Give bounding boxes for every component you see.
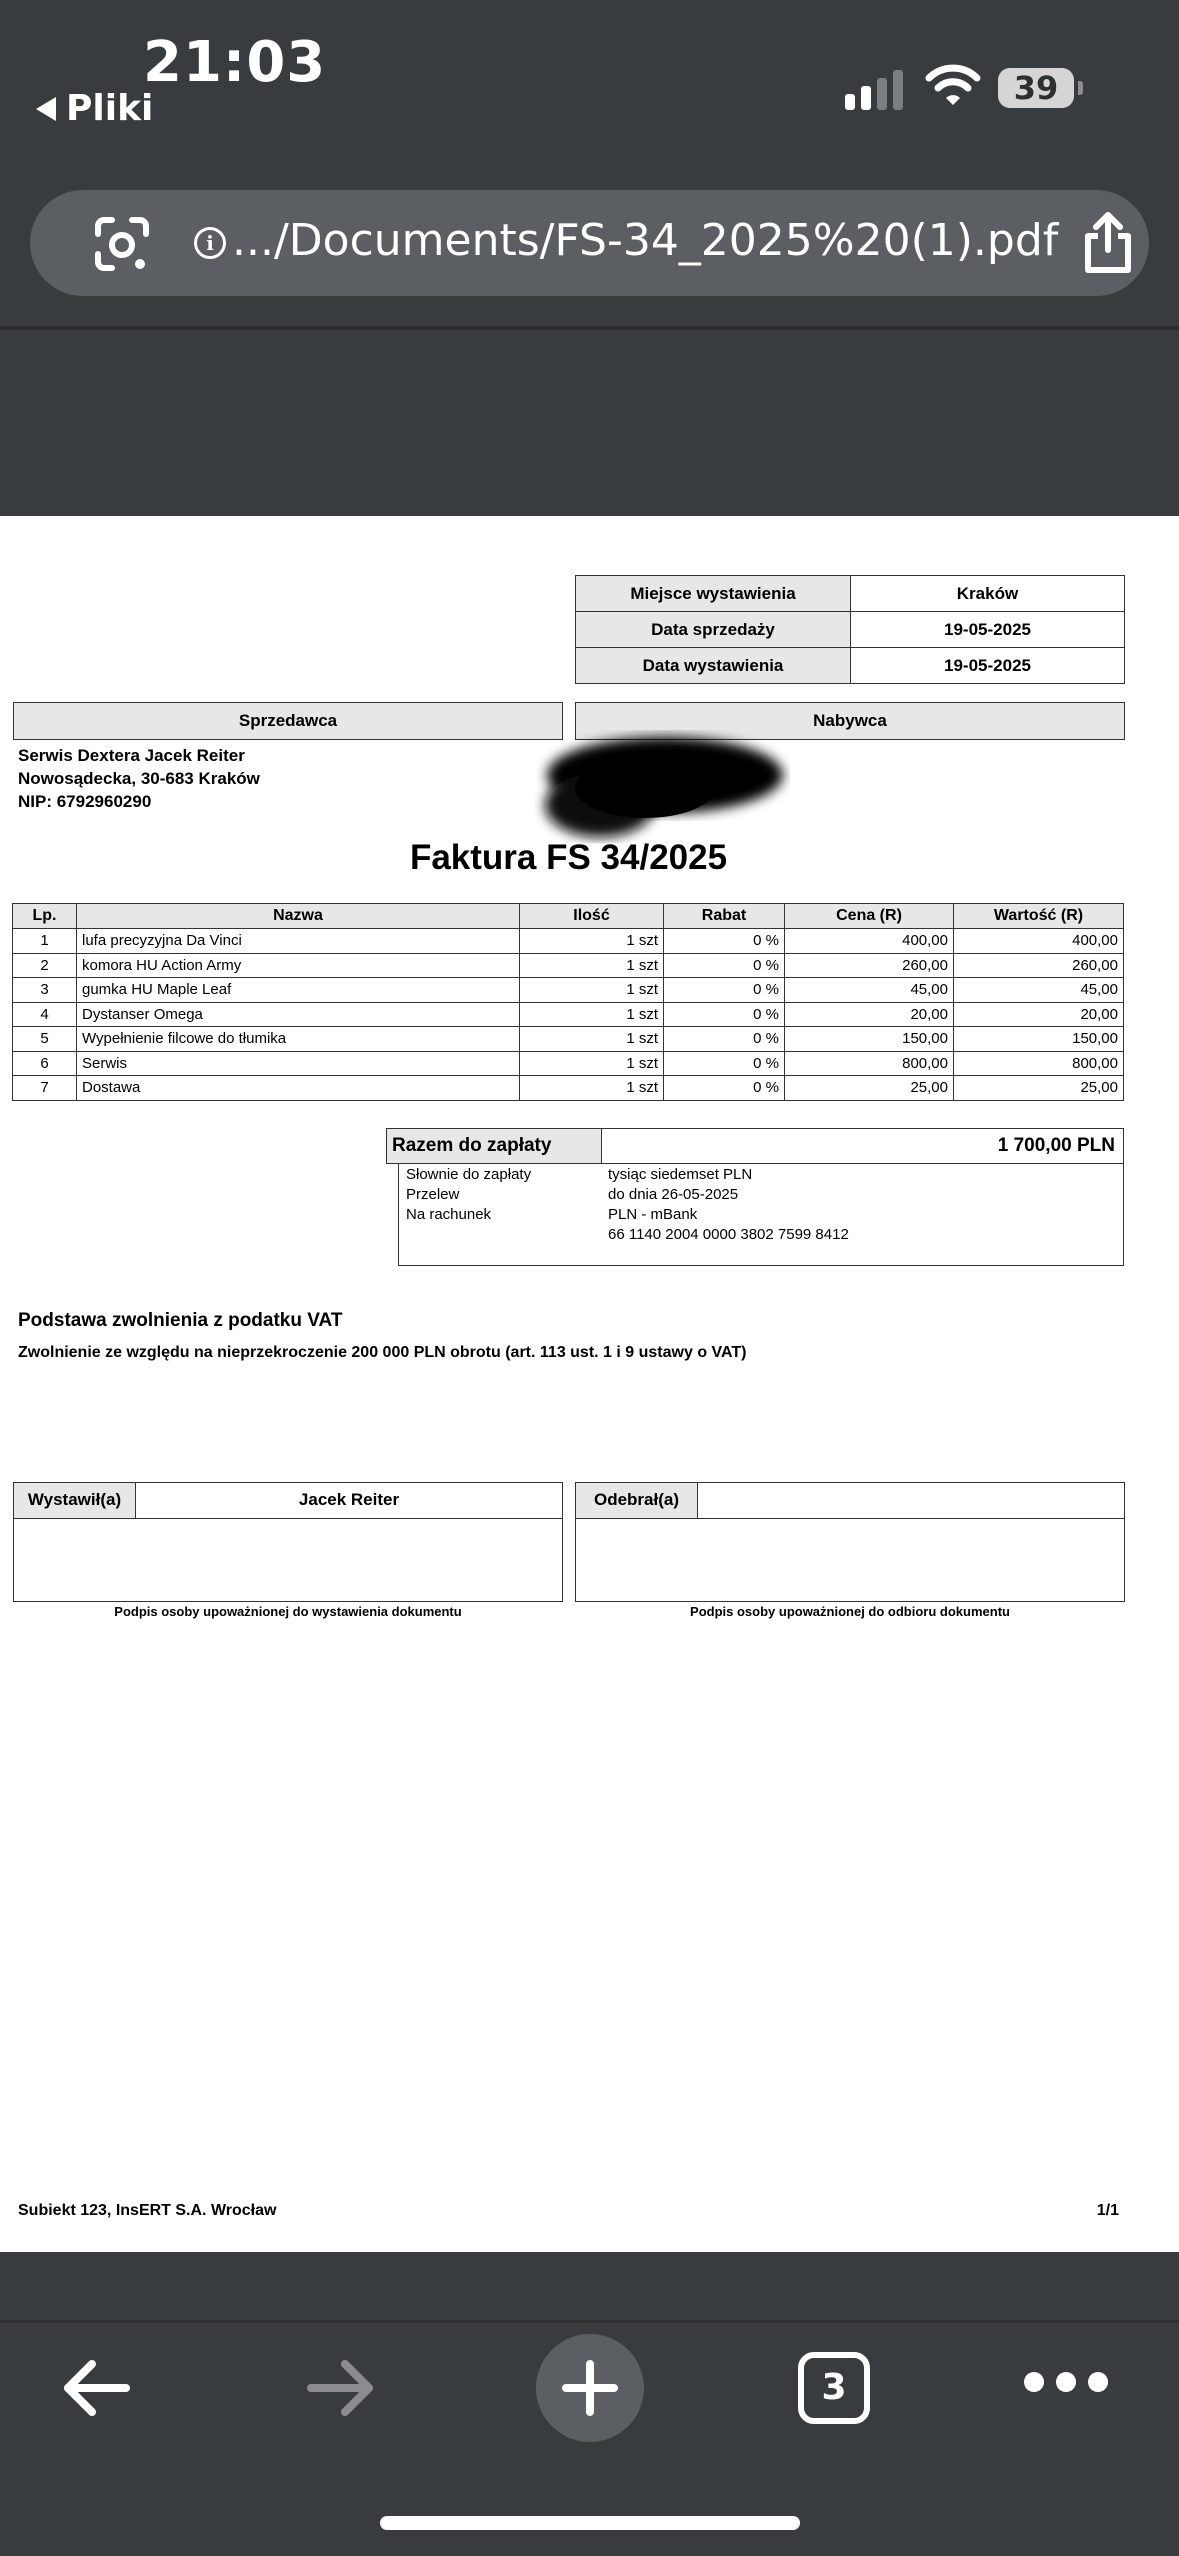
meta-row <box>576 612 1125 648</box>
meta-value: 19-05-2025 <box>851 612 1125 648</box>
toolbar-divider <box>0 326 1179 330</box>
item-lp: 1 <box>13 929 77 954</box>
item-value: 800,00 <box>954 1051 1124 1076</box>
forward-arrow-icon[interactable] <box>303 2350 379 2426</box>
meta-label: Data wystawienia <box>576 648 851 684</box>
table-row <box>13 978 1124 1003</box>
item-price: 25,00 <box>785 1076 954 1101</box>
item-lp: 2 <box>13 953 77 978</box>
issued-signature-caption: Podpis osoby upoważnionej do wystawienia dokumentu <box>114 1604 462 1619</box>
item-price: 150,00 <box>785 1027 954 1052</box>
table-row <box>13 1002 1124 1027</box>
meta-row <box>576 576 1125 612</box>
item-value: 25,00 <box>954 1076 1124 1101</box>
received-by-box <box>575 1482 1125 1602</box>
col-discount: Rabat <box>664 904 785 929</box>
invoice-title: Faktura FS 34/2025 <box>409 838 728 877</box>
buyer-redaction-scribble <box>530 730 790 850</box>
address-bar[interactable] <box>30 190 1149 296</box>
item-value: 20,00 <box>954 1002 1124 1027</box>
back-app-label: Pliki <box>66 88 154 129</box>
battery-indicator: 39 <box>998 68 1074 108</box>
total-label: Razem do zapłaty <box>387 1129 602 1163</box>
item-lp: 5 <box>13 1027 77 1052</box>
seller-nip: NIP: 6792960290 <box>18 792 152 811</box>
item-qty: 1 szt <box>520 1002 664 1027</box>
payment-row <box>406 1166 752 1183</box>
item-qty: 1 szt <box>520 929 664 954</box>
account-label: Na rachunek <box>406 1206 492 1223</box>
url-text[interactable]: .../Documents/FS-34_2025%20(1).pdf <box>232 215 1059 266</box>
home-indicator[interactable] <box>380 2516 800 2530</box>
camera-lens-icon[interactable] <box>92 214 152 274</box>
pdf-page <box>0 516 1179 2252</box>
wifi-icon <box>925 62 981 106</box>
method-value: do dnia 26-05-2025 <box>608 1186 739 1203</box>
received-by-label: Odebrał(a) <box>576 1483 698 1518</box>
seller-address: Nowosądecka, 30-683 Kraków <box>18 769 260 788</box>
seller-details <box>18 744 260 813</box>
payment-row <box>406 1206 697 1223</box>
item-value: 45,00 <box>954 978 1124 1003</box>
item-qty: 1 szt <box>520 953 664 978</box>
item-discount: 0 % <box>664 1002 785 1027</box>
item-price: 400,00 <box>785 929 954 954</box>
info-icon[interactable]: i <box>194 227 226 259</box>
item-discount: 0 % <box>664 978 785 1003</box>
item-price: 20,00 <box>785 1002 954 1027</box>
items-table <box>12 903 1124 1101</box>
back-to-app-button[interactable] <box>36 88 153 129</box>
item-lp: 6 <box>13 1051 77 1076</box>
col-qty: Ilość <box>520 904 664 929</box>
payment-details <box>398 1164 1124 1266</box>
dot-icon <box>1088 2372 1108 2392</box>
item-lp: 7 <box>13 1076 77 1101</box>
issued-by-label: Wystawił(a) <box>14 1483 136 1518</box>
item-price: 260,00 <box>785 953 954 978</box>
tab-switcher-button[interactable]: 3 <box>798 2352 870 2424</box>
cellular-signal-icon <box>845 70 903 110</box>
item-lp: 3 <box>13 978 77 1003</box>
col-name: Nazwa <box>77 904 520 929</box>
words-value: tysiąc siedemset PLN <box>608 1166 753 1183</box>
plus-icon <box>536 2334 644 2442</box>
item-discount: 0 % <box>664 1027 785 1052</box>
meta-label: Data sprzedaży <box>576 612 851 648</box>
col-price: Cena (R) <box>785 904 954 929</box>
received-by-value <box>698 1483 1124 1518</box>
col-value: Wartość (R) <box>954 904 1124 929</box>
payment-row <box>406 1186 738 1203</box>
item-name: Dystanser Omega <box>77 1002 520 1027</box>
seller-name: Serwis Dextera Jacek Reiter <box>18 746 245 765</box>
item-qty: 1 szt <box>520 1027 664 1052</box>
received-signature-caption: Podpis osoby upoważnionej do odbioru dokumentu <box>690 1604 1010 1619</box>
dot-icon <box>1056 2372 1076 2392</box>
item-price: 45,00 <box>785 978 954 1003</box>
new-tab-button[interactable] <box>536 2334 644 2442</box>
issued-by-box <box>13 1482 563 1602</box>
table-row <box>13 1076 1124 1101</box>
status-time: 21:03 <box>143 30 327 95</box>
table-row <box>13 1051 1124 1076</box>
item-discount: 0 % <box>664 953 785 978</box>
share-icon[interactable] <box>1078 210 1138 276</box>
item-name: Wypełnienie filcowe do tłumika <box>77 1027 520 1052</box>
vat-exemption-text: Zwolnienie ze względu na nieprzekroczenie 200 000 PLN obrotu (art. 113 ust. 1 i 9 ustawy o VAT) <box>18 1344 747 1361</box>
back-arrow-icon[interactable] <box>58 2350 134 2426</box>
meta-value: 19-05-2025 <box>851 648 1125 684</box>
account-bank: PLN - mBank <box>608 1206 698 1223</box>
item-name: Dostawa <box>77 1076 520 1101</box>
vat-exemption-title: Podstawa zwolnienia z podatku VAT <box>18 1310 343 1331</box>
back-triangle-icon <box>36 97 56 121</box>
item-discount: 0 % <box>664 1051 785 1076</box>
item-name: gumka HU Maple Leaf <box>77 978 520 1003</box>
item-price: 800,00 <box>785 1051 954 1076</box>
account-number: 66 1140 2004 0000 3802 7599 8412 <box>608 1226 849 1243</box>
item-qty: 1 szt <box>520 1051 664 1076</box>
dot-icon <box>1024 2372 1044 2392</box>
total-to-pay <box>386 1128 1124 1164</box>
item-name: Serwis <box>77 1051 520 1076</box>
item-lp: 4 <box>13 1002 77 1027</box>
items-header-row <box>13 904 1124 929</box>
buyer-header: Nabywca <box>575 702 1125 740</box>
item-discount: 0 % <box>664 929 785 954</box>
item-value: 260,00 <box>954 953 1124 978</box>
total-value: 1 700,00 PLN <box>997 1135 1115 1156</box>
table-row <box>13 953 1124 978</box>
item-name: komora HU Action Army <box>77 953 520 978</box>
table-row <box>13 1027 1124 1052</box>
meta-row <box>576 648 1125 684</box>
meta-value: Kraków <box>851 576 1125 612</box>
footer-page-number: 1/1 <box>1096 2202 1119 2219</box>
more-menu-button[interactable] <box>1024 2372 1108 2392</box>
item-value: 150,00 <box>954 1027 1124 1052</box>
issued-by-value: Jacek Reiter <box>298 1490 400 1509</box>
col-lp: Lp. <box>13 904 77 929</box>
words-label: Słownie do zapłaty <box>406 1166 532 1183</box>
item-qty: 1 szt <box>520 1076 664 1101</box>
item-discount: 0 % <box>664 1076 785 1101</box>
item-value: 400,00 <box>954 929 1124 954</box>
invoice-meta-table <box>575 575 1125 684</box>
meta-label: Miejsce wystawienia <box>576 576 851 612</box>
payment-row <box>406 1226 849 1243</box>
item-name: lufa precyzyjna Da Vinci <box>77 929 520 954</box>
method-label: Przelew <box>406 1186 460 1203</box>
table-row <box>13 929 1124 954</box>
item-qty: 1 szt <box>520 978 664 1003</box>
seller-header: Sprzedawca <box>13 702 563 740</box>
footer-software: Subiekt 123, InsERT S.A. Wrocław <box>18 2202 277 2219</box>
